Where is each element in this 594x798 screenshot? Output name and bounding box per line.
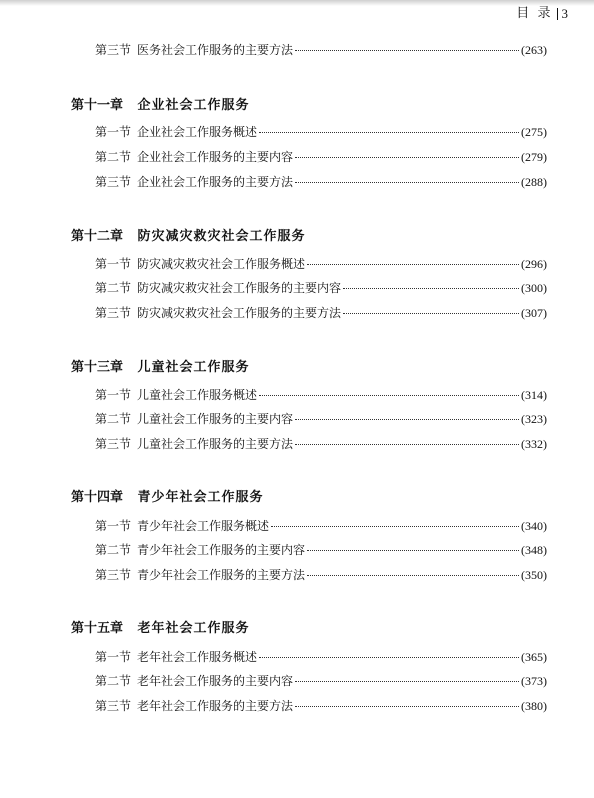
page-number: (373): [521, 674, 547, 688]
section-number: 第二节: [95, 543, 132, 557]
section-title: 防灾减灾救灾社会工作服务的主要方法: [137, 306, 342, 320]
header-page-number: 3: [561, 6, 568, 21]
dot-leader: [307, 575, 519, 576]
toc-entry[interactable]: [95, 175, 547, 189]
dot-leader: [307, 550, 519, 551]
toc-entry[interactable]: [95, 674, 547, 688]
section-number: 第二节: [95, 412, 132, 426]
chapter-number: 第十五章: [71, 621, 124, 636]
dot-leader: [343, 313, 519, 314]
page-number: (314): [521, 388, 547, 402]
section-number: 第三节: [95, 568, 132, 582]
section-number: 第二节: [95, 150, 132, 164]
page-number: (380): [521, 699, 547, 713]
section-title: 企业社会工作服务的主要方法: [137, 175, 294, 189]
section-title: 企业社会工作服务概述: [137, 125, 258, 139]
toc-entry[interactable]: [95, 257, 547, 271]
page-number: (263): [521, 43, 547, 57]
section-title: 老年社会工作服务概述: [137, 650, 258, 664]
dot-leader: [343, 288, 519, 289]
page-number: (275): [521, 125, 547, 139]
toc-entry[interactable]: [95, 150, 547, 164]
section-number: 第三节: [95, 437, 132, 451]
dot-leader: [295, 706, 519, 707]
page-number: (365): [521, 650, 547, 664]
page-number: (323): [521, 412, 547, 426]
section-number: 第一节: [95, 519, 132, 533]
dot-leader: [295, 681, 519, 682]
chapter-title: 儿童社会工作服务: [137, 360, 250, 375]
page-number: (332): [521, 437, 547, 451]
section-title: 企业社会工作服务的主要内容: [137, 150, 294, 164]
section-title: 青少年社会工作服务的主要方法: [137, 568, 306, 582]
dot-leader: [295, 444, 519, 445]
toc-entry[interactable]: [95, 437, 547, 451]
section-title: 医务社会工作服务的主要方法: [137, 43, 294, 57]
page-number: (350): [521, 568, 547, 582]
chapter-heading[interactable]: [71, 490, 264, 506]
section-title: 老年社会工作服务的主要内容: [137, 674, 294, 688]
chapter-number: 第十一章: [71, 98, 124, 113]
toc-entry[interactable]: [95, 568, 547, 582]
toc-entry[interactable]: [95, 543, 547, 557]
dot-leader: [259, 395, 519, 396]
header-title: 目 录: [516, 6, 551, 21]
section-title: 儿童社会工作服务的主要方法: [137, 437, 294, 451]
chapter-heading[interactable]: [71, 98, 250, 114]
section-number: 第三节: [95, 699, 132, 713]
chapter-heading[interactable]: [71, 360, 250, 376]
page-number: (300): [521, 281, 547, 295]
section-title: 儿童社会工作服务的主要内容: [137, 412, 294, 426]
toc-entry[interactable]: [95, 650, 547, 664]
section-number: 第二节: [95, 281, 132, 295]
toc-entry[interactable]: [95, 306, 547, 320]
header-divider: [557, 8, 558, 20]
section-number: 第二节: [95, 674, 132, 688]
chapter-title: 企业社会工作服务: [137, 98, 250, 113]
page-number: (296): [521, 257, 547, 271]
page-number: (279): [521, 150, 547, 164]
section-number: 第三节: [95, 175, 132, 189]
section-title: 老年社会工作服务的主要方法: [137, 699, 294, 713]
page-number: (348): [521, 543, 547, 557]
section-number: 第一节: [95, 125, 132, 139]
toc-entry[interactable]: [95, 125, 547, 139]
section-title: 防灾减灾救灾社会工作服务概述: [137, 257, 306, 271]
dot-leader: [307, 264, 519, 265]
section-number: 第一节: [95, 257, 132, 271]
dot-leader: [295, 157, 519, 158]
dot-leader: [271, 526, 519, 527]
page-number: (307): [521, 306, 547, 320]
page-number: (340): [521, 519, 547, 533]
chapter-number: 第十二章: [71, 229, 124, 244]
running-header: [516, 6, 568, 22]
section-title: 儿童社会工作服务概述: [137, 388, 258, 402]
page-top-shadow: [0, 0, 594, 6]
chapter-heading[interactable]: [71, 621, 250, 637]
toc-entry[interactable]: [95, 43, 547, 57]
dot-leader: [259, 132, 519, 133]
toc-entry[interactable]: [95, 519, 547, 533]
chapter-number: 第十四章: [71, 490, 124, 505]
chapter-title: 青少年社会工作服务: [137, 490, 264, 505]
dot-leader: [295, 182, 519, 183]
section-number: 第三节: [95, 306, 132, 320]
chapter-number: 第十三章: [71, 360, 124, 375]
section-title: 防灾减灾救灾社会工作服务的主要内容: [137, 281, 342, 295]
chapter-title: 防灾减灾救灾社会工作服务: [137, 229, 306, 244]
section-number: 第一节: [95, 650, 132, 664]
toc-entry[interactable]: [95, 388, 547, 402]
page-number: (288): [521, 175, 547, 189]
chapter-heading[interactable]: [71, 229, 306, 245]
section-title: 青少年社会工作服务概述: [137, 519, 270, 533]
section-number: 第一节: [95, 388, 132, 402]
dot-leader: [259, 657, 519, 658]
dot-leader: [295, 419, 519, 420]
section-number: 第三节: [95, 43, 132, 57]
section-title: 青少年社会工作服务的主要内容: [137, 543, 306, 557]
toc-entry[interactable]: [95, 412, 547, 426]
toc-entry[interactable]: [95, 281, 547, 295]
dot-leader: [295, 50, 519, 51]
chapter-title: 老年社会工作服务: [137, 621, 250, 636]
toc-entry[interactable]: [95, 699, 547, 713]
